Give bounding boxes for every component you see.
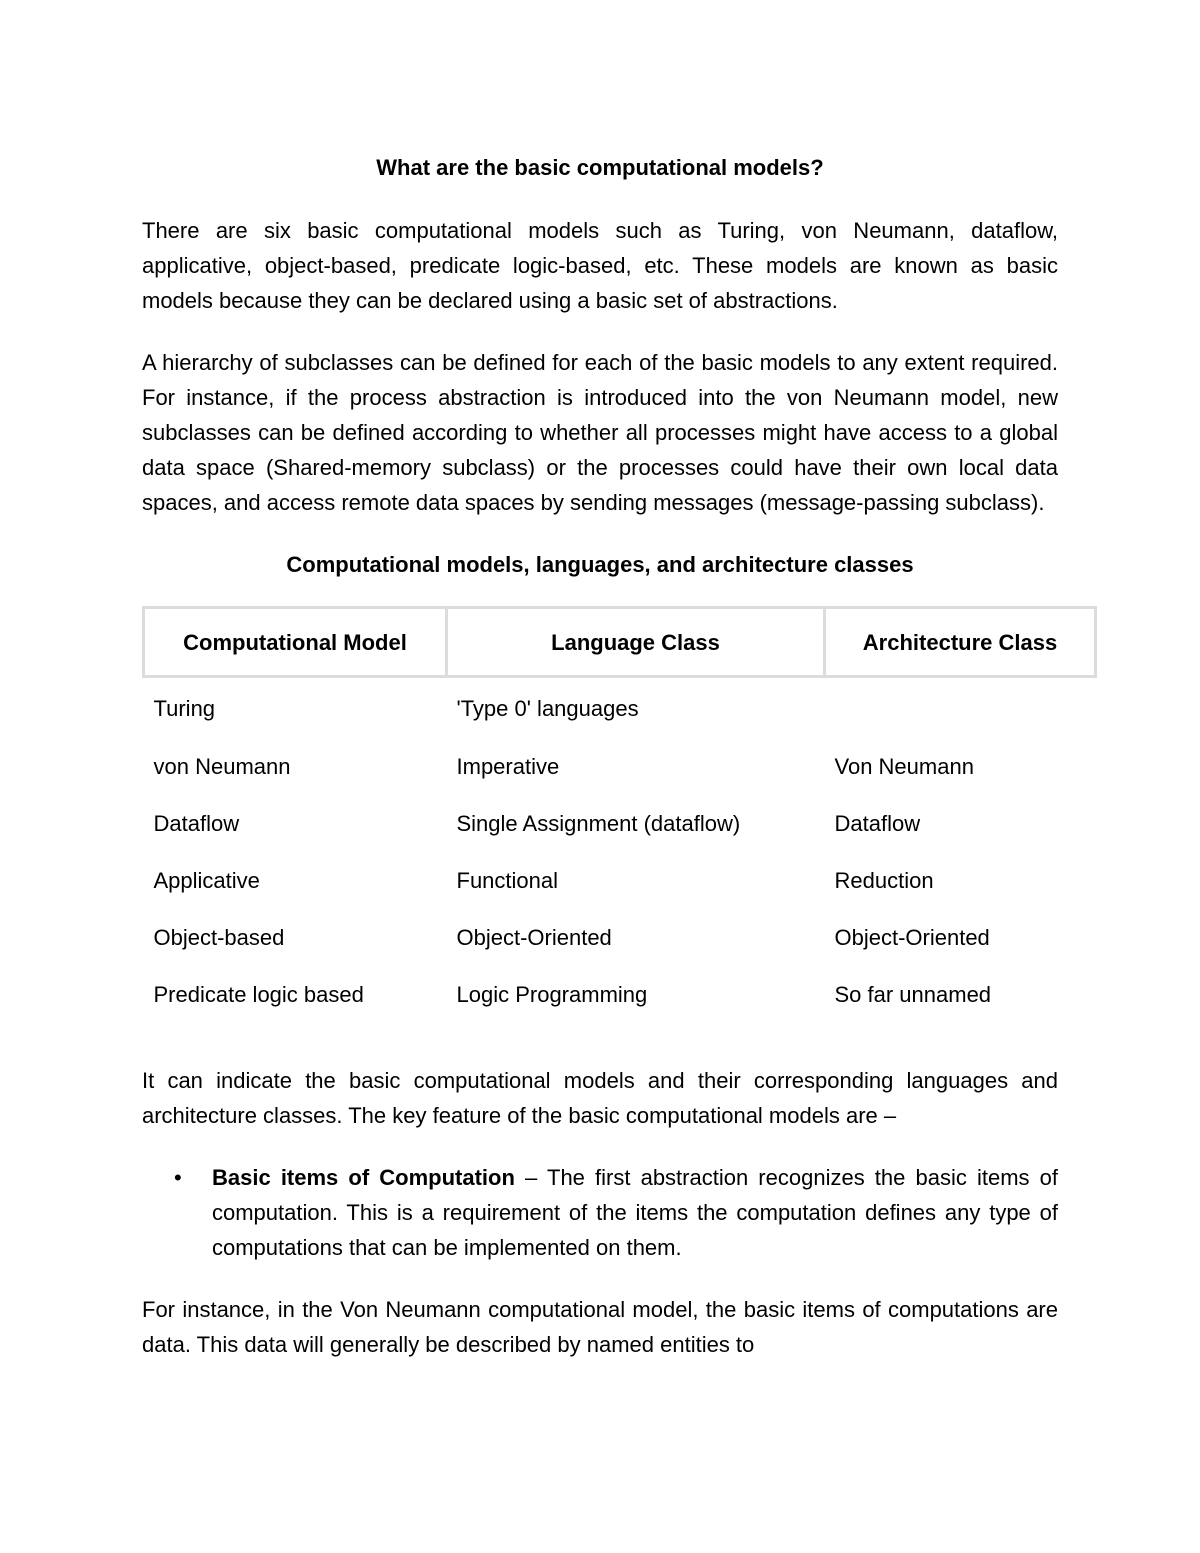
table-row xyxy=(144,795,1096,852)
cell-language: Functional xyxy=(456,868,559,893)
cell-language: Logic Programming xyxy=(456,982,648,1007)
cell-language: Single Assignment (dataflow) xyxy=(456,811,741,836)
summary-paragraph: It can indicate the basic computational models and their corresponding languages and architecture classes. The key feature of the basic computational models are – xyxy=(142,1068,1058,1128)
cell-model: Turing xyxy=(153,695,216,721)
cell-model: von Neumann xyxy=(153,754,291,779)
table-row xyxy=(144,966,1096,1023)
models-table xyxy=(142,606,1097,1023)
cell-architecture: So far unnamed xyxy=(834,982,992,1007)
cell-architecture: Object-Oriented xyxy=(834,925,990,950)
hierarchy-paragraph: A hierarchy of subclasses can be defined for each of the basic models to any extent required. For instance, if the process abstraction is introduced into the von Neumann model, new subclasses can be defined according to whether all processes might have access to a global data space (Shared-memory subclass) or the processes could have their own local data spaces, and access remote data spaces by sending messages (message-passing subclass). xyxy=(142,350,1058,515)
cell-architecture: Dataflow xyxy=(834,811,921,836)
cell-language: Object-Oriented xyxy=(456,925,612,950)
feature-list xyxy=(142,1160,1058,1265)
table-row xyxy=(144,738,1096,795)
document-page xyxy=(142,150,1058,1389)
cell-model: Predicate logic based xyxy=(153,982,364,1007)
cell-language: Imperative xyxy=(456,754,560,779)
header-computational-model: Computational Model xyxy=(144,608,447,677)
header-architecture-class: Architecture Class xyxy=(825,608,1096,677)
cell-model: Object-based xyxy=(153,925,285,950)
table-row xyxy=(144,909,1096,966)
table-row xyxy=(144,677,1096,739)
intro-paragraph: There are six basic computational models such as Turing, von Neumann, dataflow, applicative, object-based, predicate logic-based, etc. These models are known as basic models because they can be declared using a basic set of abstractions. xyxy=(142,218,1058,313)
page-title: What are the basic computational models? xyxy=(376,155,824,180)
table-header-row xyxy=(144,608,1096,677)
cell-language: 'Type 0' languages xyxy=(456,695,639,721)
header-language-class: Language Class xyxy=(447,608,825,677)
table-row xyxy=(144,852,1096,909)
table-caption: Computational models, languages, and architecture classes xyxy=(286,552,914,577)
cell-model: Applicative xyxy=(153,868,260,893)
example-paragraph: For instance, in the Von Neumann computational model, the basic items of computations are data. This data will generally be described by named entities to xyxy=(142,1297,1058,1357)
cell-architecture: Reduction xyxy=(834,868,934,893)
bullet-term: Basic items of Computation xyxy=(212,1165,515,1190)
cell-model: Dataflow xyxy=(153,811,240,836)
bullet-text: – The first abstraction recognizes the basic items of computation. This is a requirement of the items the computation defines any type of computations that can be implemented on them. xyxy=(212,1165,1059,1260)
bullet-icon: • xyxy=(174,1165,182,1190)
list-item xyxy=(174,1160,1059,1265)
cell-architecture: Von Neumann xyxy=(834,754,974,779)
cell-architecture xyxy=(825,677,1096,739)
